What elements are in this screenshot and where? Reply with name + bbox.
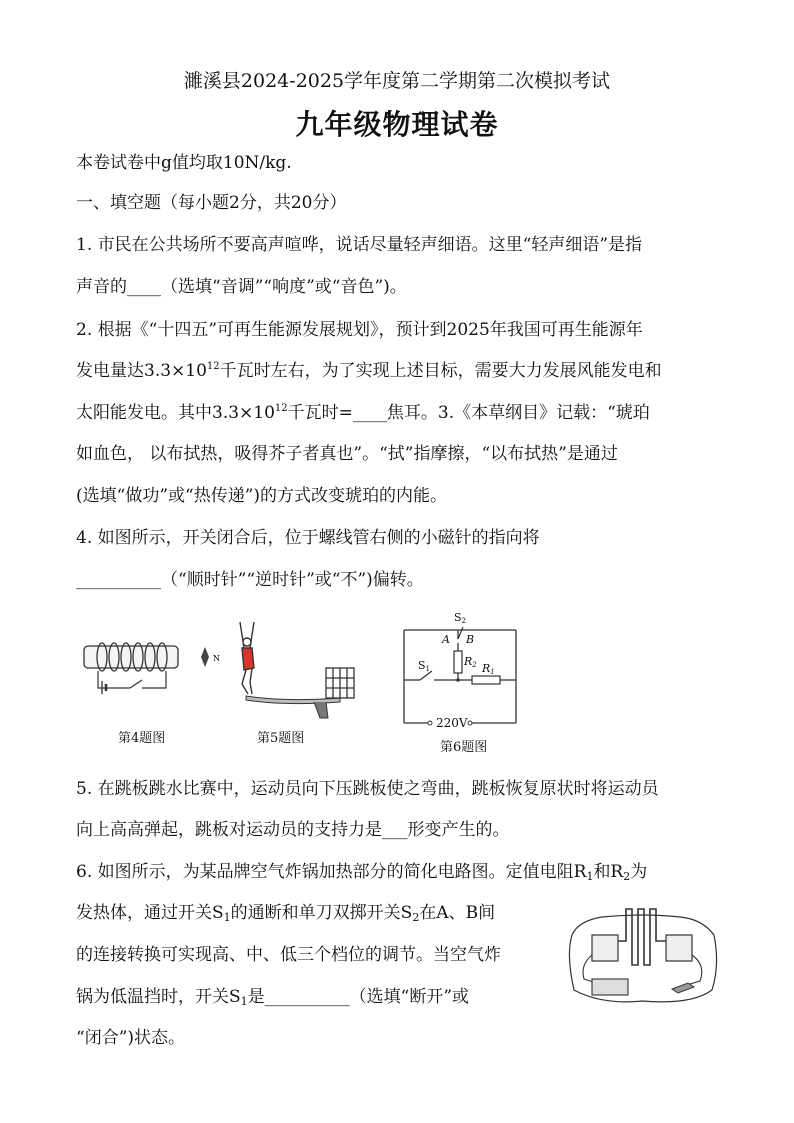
container-left	[592, 935, 618, 961]
q6-sub-r2: 2	[623, 870, 631, 883]
q6-sub-r1: 1	[586, 870, 594, 883]
q6-line2-c: 在A、B间	[419, 903, 496, 923]
exam-title: 九年级物理试卷	[295, 108, 499, 141]
q3-line2: (选填“做功”或“热传递”)的方式改变琥珀的内能。	[76, 486, 448, 506]
svg-text:R2	[463, 655, 477, 669]
compass-north-label: N	[213, 654, 220, 663]
q6-line4-b: 是__________（选填“断开”或	[247, 987, 470, 1007]
q6-line5: “闭合”)状态。	[76, 1028, 186, 1048]
board-stand	[314, 702, 328, 718]
diver-figure	[240, 622, 254, 694]
compass-needle-icon	[201, 647, 209, 667]
label-r2: R	[464, 655, 473, 668]
svg-text:R1	[481, 662, 495, 676]
q2-exponent-2: 12	[274, 403, 288, 414]
q2-line1: 2. 根据《“十四五”可再生能源发展规划》，预计到2025年我国可再生能源年	[76, 320, 643, 340]
figure-4-caption: 第4题图	[118, 731, 166, 746]
board-railing	[326, 668, 354, 698]
container-right	[666, 935, 692, 961]
q6-sub-s1: 1	[223, 911, 231, 924]
label-s2-sub: 2	[461, 617, 467, 625]
q2-line2	[76, 361, 662, 381]
q5-line1: 5. 在跳板跳水比赛中，运动员向下压跳板使之弯曲，跳板恢复原状时将运动员	[76, 779, 659, 799]
q6-line4-a: 锅为低温挡时，开关S	[76, 987, 241, 1007]
q6-line2-b: 的通断和单刀双掷开关S	[230, 903, 413, 923]
label-s1: S	[418, 659, 426, 672]
q4-line1: 4. 如图所示，开关闭合后，位于螺线管右侧的小磁针的指向将	[76, 528, 540, 548]
q6-line2	[76, 903, 495, 923]
label-voltage: 220V	[436, 716, 468, 730]
switch-lever	[130, 680, 142, 688]
q6-line4	[76, 987, 469, 1007]
u-tube	[618, 909, 666, 965]
q2-line2-b: 千瓦时左右，为了实现上述目标，需要大力发展风能发电和	[219, 361, 662, 381]
circuit-wire	[98, 671, 166, 688]
label-s1-sub: 1	[425, 665, 431, 673]
figure-6-circuit	[398, 605, 523, 735]
q6-sub-s2: 2	[412, 911, 420, 924]
label-s2: S	[454, 611, 462, 624]
switch-sketch	[672, 983, 694, 993]
q6-line2-a: 发热体，通过开关S	[76, 903, 224, 923]
switch-s2-blade	[458, 627, 463, 639]
terminal-left	[428, 721, 432, 725]
exam-note: 本卷试卷中g值均取10N/kg.	[76, 153, 292, 173]
terminal-right	[468, 721, 472, 725]
section-heading: 一、填空题（每小题2分，共20分）	[76, 193, 347, 213]
q2-line3	[76, 403, 650, 423]
figure-q6-apparatus	[562, 895, 722, 1010]
figure-4-solenoid	[80, 632, 220, 702]
q2-exponent: 12	[206, 361, 220, 372]
resistor-r1	[472, 676, 500, 684]
label-r2-sub: 2	[472, 661, 477, 669]
label-r1-sub: 1	[490, 668, 495, 676]
q1-line1: 1. 市民在公共场所不要高声喧哗，说话尽量轻声细语。这里“轻声细语”是指	[76, 235, 643, 255]
svg-text:S2	[454, 611, 466, 625]
q4-line2: __________（“顺时针”“逆时针”或“不”)偏转。	[76, 570, 424, 590]
figure-6-caption: 第6题图	[440, 740, 488, 755]
q6-line1-b: 和R	[593, 862, 624, 882]
label-a: A	[442, 633, 450, 646]
q6-line1	[76, 862, 647, 882]
svg-text:S1	[418, 659, 430, 673]
power-supply	[592, 979, 628, 995]
q5-line2: 向上高高弹起，跳板对运动员的支持力是___形变产生的。	[76, 820, 510, 840]
q6-line3: 的连接转换可实现高、中、低三个档位的调节。当空气炸	[76, 945, 501, 965]
q6-sub-s1-2: 1	[240, 995, 248, 1008]
q2-line3-a: 太阳能发电。其中3.3×10	[76, 403, 275, 423]
q2-line3-b: 千瓦时=____焦耳。3.《本草纲目》记载：“琥珀	[287, 403, 650, 423]
q1-line2: 声音的____（选填“音调”“响度”或“音色”)。	[76, 277, 407, 297]
q3-line1: 如血色， 以布拭热，吸得芥子者真也”。“拭”指摩擦，“以布拭热”是通过	[76, 444, 618, 464]
figure-5-caption: 第5题图	[257, 731, 305, 746]
label-r1: R	[482, 662, 491, 675]
exam-subtitle: 濉溪县2024-2025学年度第二学期第二次模拟考试	[183, 70, 611, 92]
q6-line1-a: 6. 如图所示，为某品牌空气炸锅加热部分的简化电路图。定值电阻R	[76, 862, 587, 882]
q2-line2-a: 发电量达3.3×10	[76, 361, 207, 381]
q6-line1-c: 为	[630, 862, 648, 882]
figure-5-springboard	[228, 618, 368, 723]
junction-dot	[456, 678, 460, 682]
label-b: B	[466, 633, 475, 646]
resistor-r2	[454, 651, 462, 673]
